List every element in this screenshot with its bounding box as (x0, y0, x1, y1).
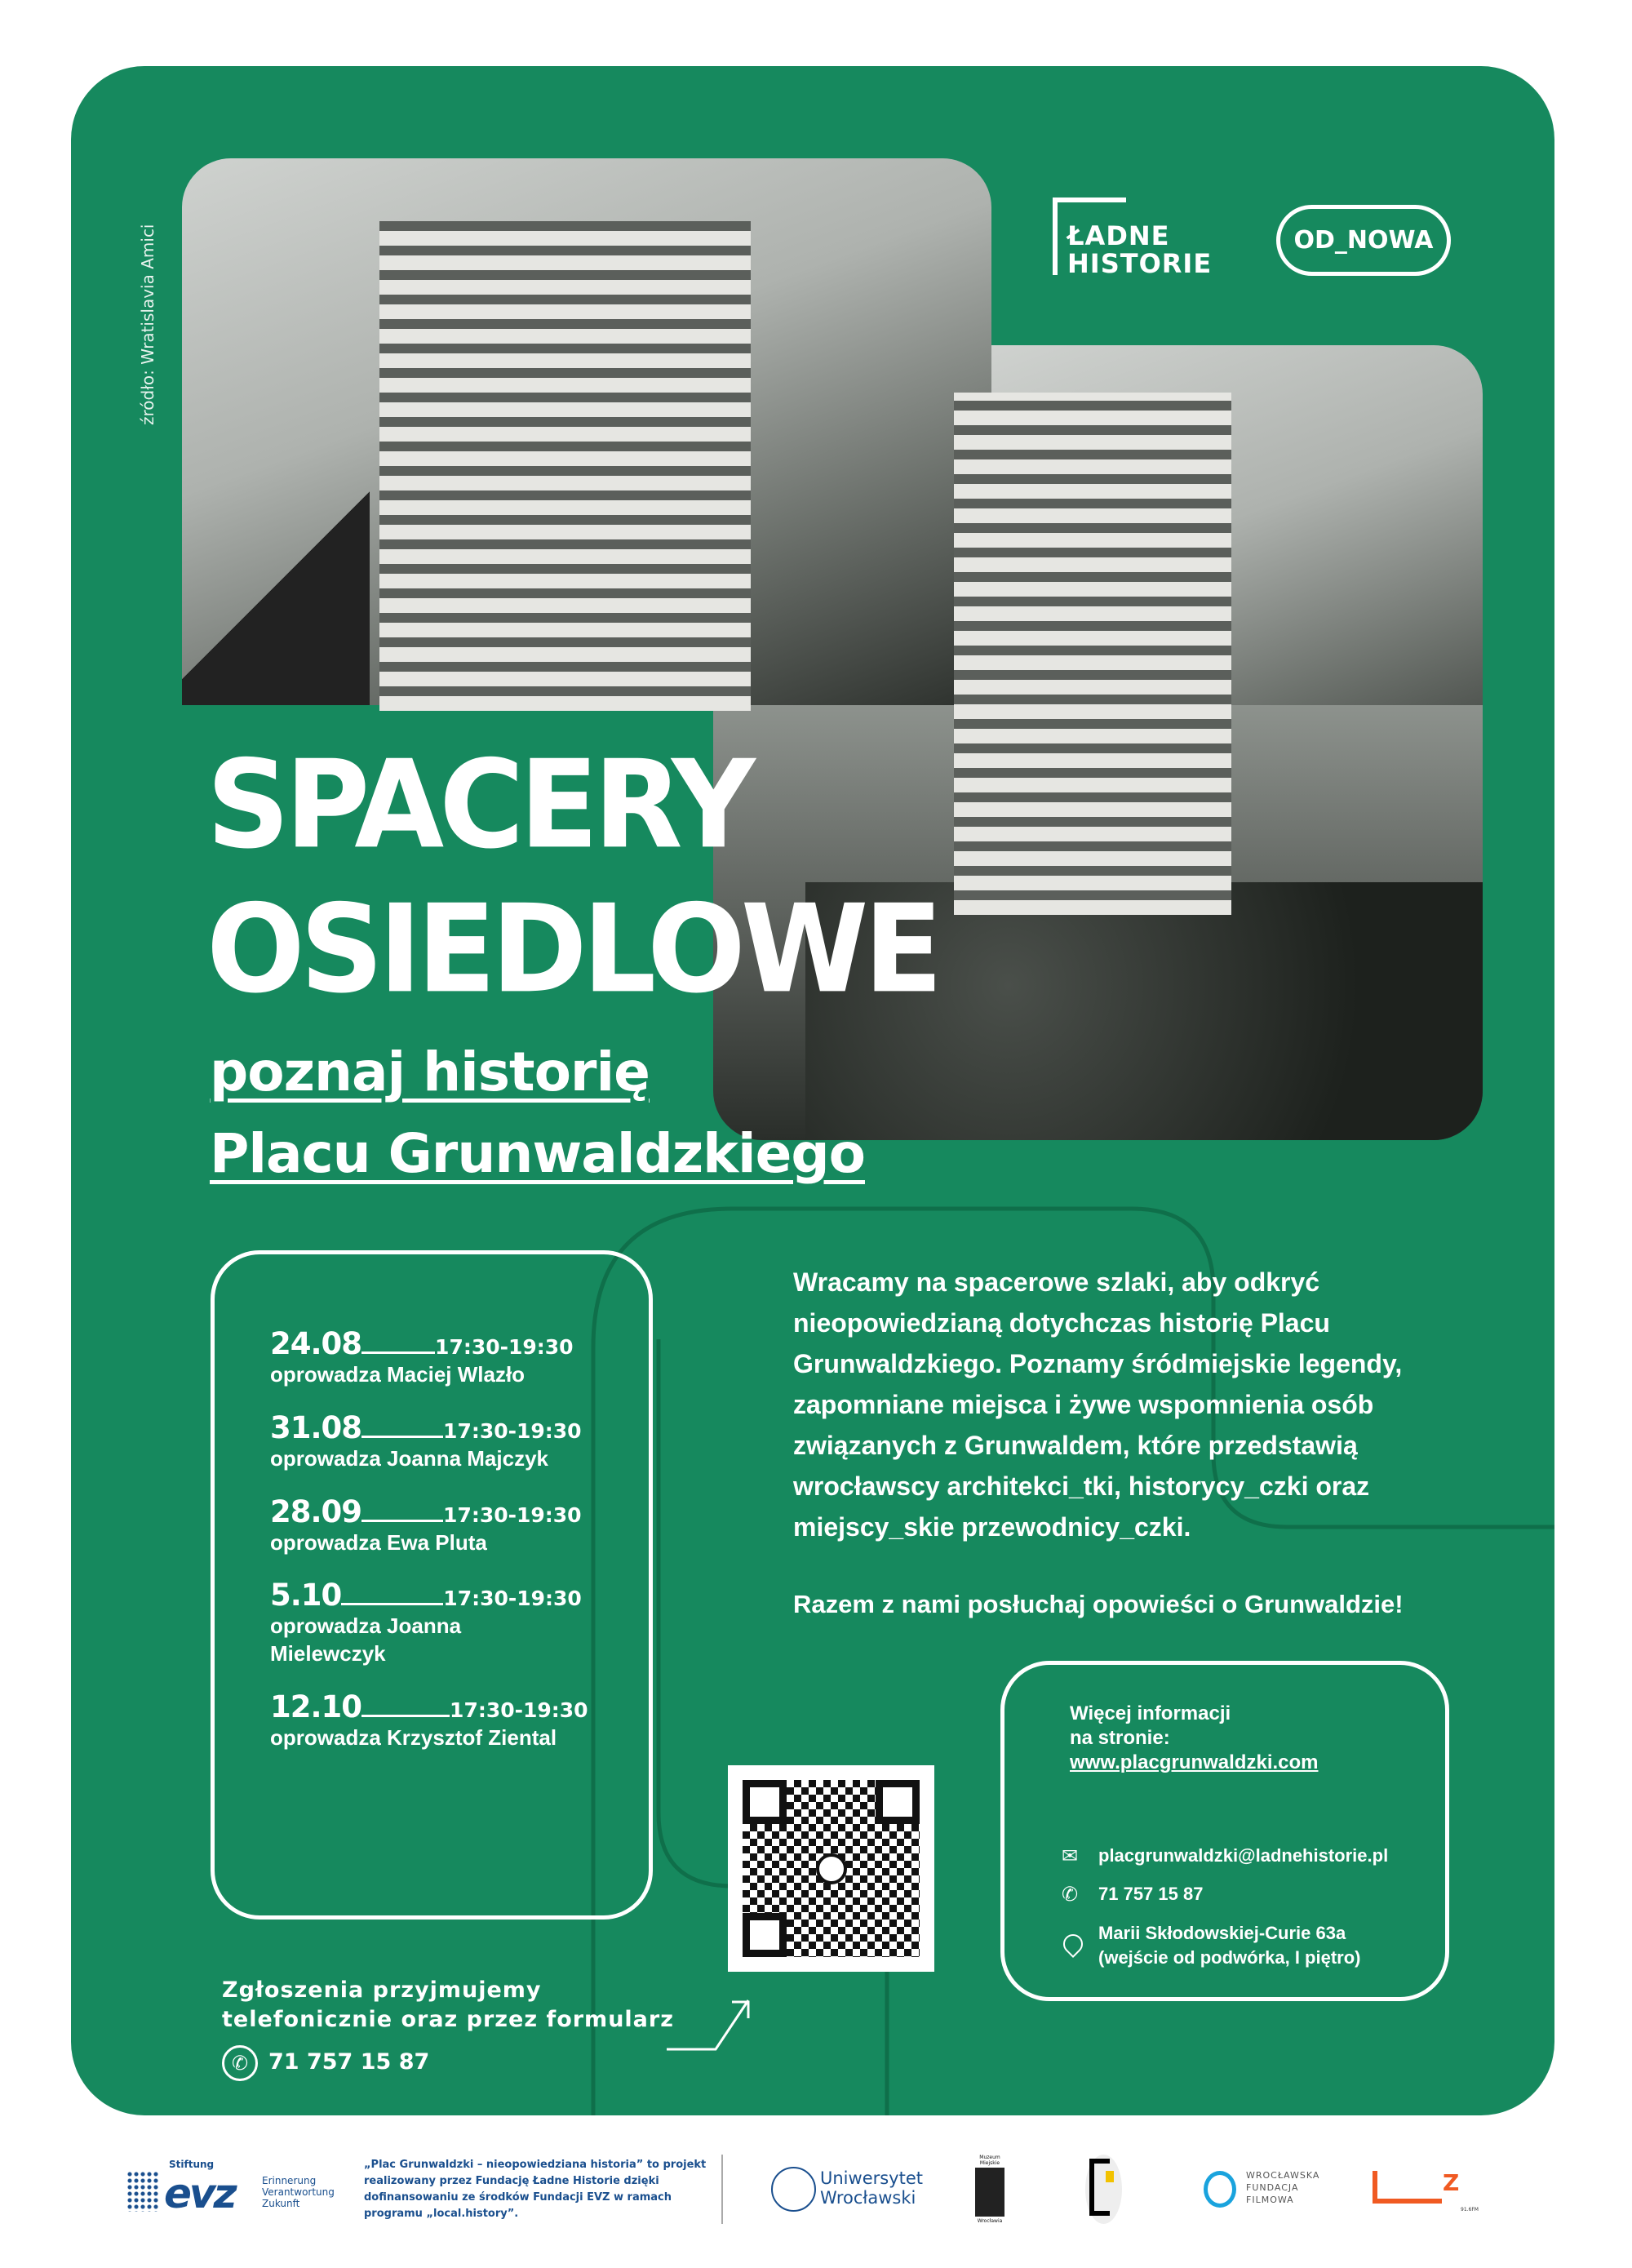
website-link[interactable]: www.placgrunwaldzki.com (1070, 1751, 1319, 1773)
museum-logo: Muzeum Miejskie Wrocławia (975, 2155, 1004, 2224)
radio-frequency: 91.6FM (1461, 2207, 1479, 2213)
schedule-item: 28.09 17:30-19:30 oprowadza Ewa Pluta (270, 1494, 582, 1555)
phone-number: 71 757 15 87 (1098, 1884, 1204, 1904)
mail-icon: ✉ (1062, 1844, 1079, 1867)
wff-logo: WROCŁAWSKA FUNDACJA FILMOWA (1246, 2170, 1320, 2205)
schedule-item: 24.08 17:30-19:30 oprowadza Maciej Wlazło (270, 1326, 574, 1387)
more-info-label: Więcej informacji (1070, 1702, 1231, 1724)
schedule-box (211, 1250, 653, 1920)
phone-icon: ✆ (1062, 1883, 1079, 1906)
evz-stiftung: Stiftung (169, 2159, 215, 2170)
partner-logo (1085, 2155, 1122, 2224)
photo-roof (182, 466, 370, 705)
evz-dots-icon (126, 2171, 159, 2212)
address-line2: (wejście od podwórka, I piętro) (1098, 1947, 1361, 1968)
divider (721, 2155, 723, 2224)
location-icon (1059, 1930, 1087, 1958)
signup-text: Zgłoszenia przyjmujemy telefonicznie oraz przez formularz (222, 1977, 674, 2032)
photo-building-right (954, 393, 1231, 915)
title-line2: OSIEDLOWE (206, 878, 938, 1021)
email-link[interactable]: placgrunwaldzki@ladnehistorie.pl (1098, 1845, 1389, 1866)
source-credit: źródło: Wratislavia Amici (138, 224, 157, 425)
od-nowa-logo: OD_NOWA (1276, 205, 1451, 276)
subtitle-line1: poznaj historię (210, 1041, 650, 1103)
uwr-seal (771, 2167, 816, 2212)
address-line1: Marii Skłodowskiej-Curie 63a (1098, 1923, 1346, 1943)
funding-note: „Plac Grunwaldzki – nieopowiedziana historia” to projekt realizowany przez Fundację Ładne Historie dzięki dofinansowaniu ze środków Fundacji EVZ w ramach programu „local.history”. (364, 2159, 707, 2220)
whatsapp-icon: ✆ (222, 2045, 258, 2081)
info-box (1000, 1661, 1449, 2001)
more-info-label-2: na stronie: (1070, 1727, 1170, 1749)
radio-logo (1373, 2171, 1442, 2204)
photo-building-left (379, 221, 751, 711)
evz-mark: evz (164, 2170, 235, 2217)
signup-phone: 71 757 15 87 (268, 2049, 430, 2075)
call-to-action: Razem z nami posłuchaj opowieści o Grunwaldzie! (793, 1590, 1404, 1618)
evz-logo (126, 2159, 339, 2220)
schedule-item: 31.08 17:30-19:30 oprowadza Joanna Majczyk (270, 1409, 582, 1471)
poster-panel (71, 66, 1554, 2115)
subtitle-line2: Placu Grunwaldzkiego (210, 1122, 865, 1185)
radio-logo-mark: Z (1443, 2169, 1460, 2196)
description-block (793, 1262, 1511, 1619)
evz-tagline: Erinnerung Verantwortung Zukunft (262, 2175, 335, 2209)
arrow-icon (667, 1992, 756, 2053)
schedule-item: 12.10 17:30-19:30 oprowadza Krzysztof Ziental (270, 1689, 588, 1750)
description: Wracamy na spacerowe szlaki, aby odkryć nieopowiedzianą dotychczas historię Placu Grunwaldzkiego. Poznamy śródmiejskie legendy, zapomniane miejsca i żywe wspomnienia osób związanych z Grunwaldem, które przedstawią wrocławscy architekci_tki, historycy_czki oraz miejscy_skie przewodnicy_czki. (793, 1267, 1403, 1542)
qr-code[interactable] (728, 1765, 934, 1972)
qr-pattern (743, 1780, 920, 1957)
uwr-logo: Uniwersytet Wrocławski (820, 2168, 923, 2208)
title-line1: SPACERY (206, 734, 751, 877)
schedule-item: 5.10 17:30-19:30 oprowadza Joanna Mielewczyk (270, 1578, 582, 1667)
ladne-historie-logo: ŁADNE HISTORIE (1053, 198, 1224, 279)
wff-icon (1204, 2171, 1236, 2208)
